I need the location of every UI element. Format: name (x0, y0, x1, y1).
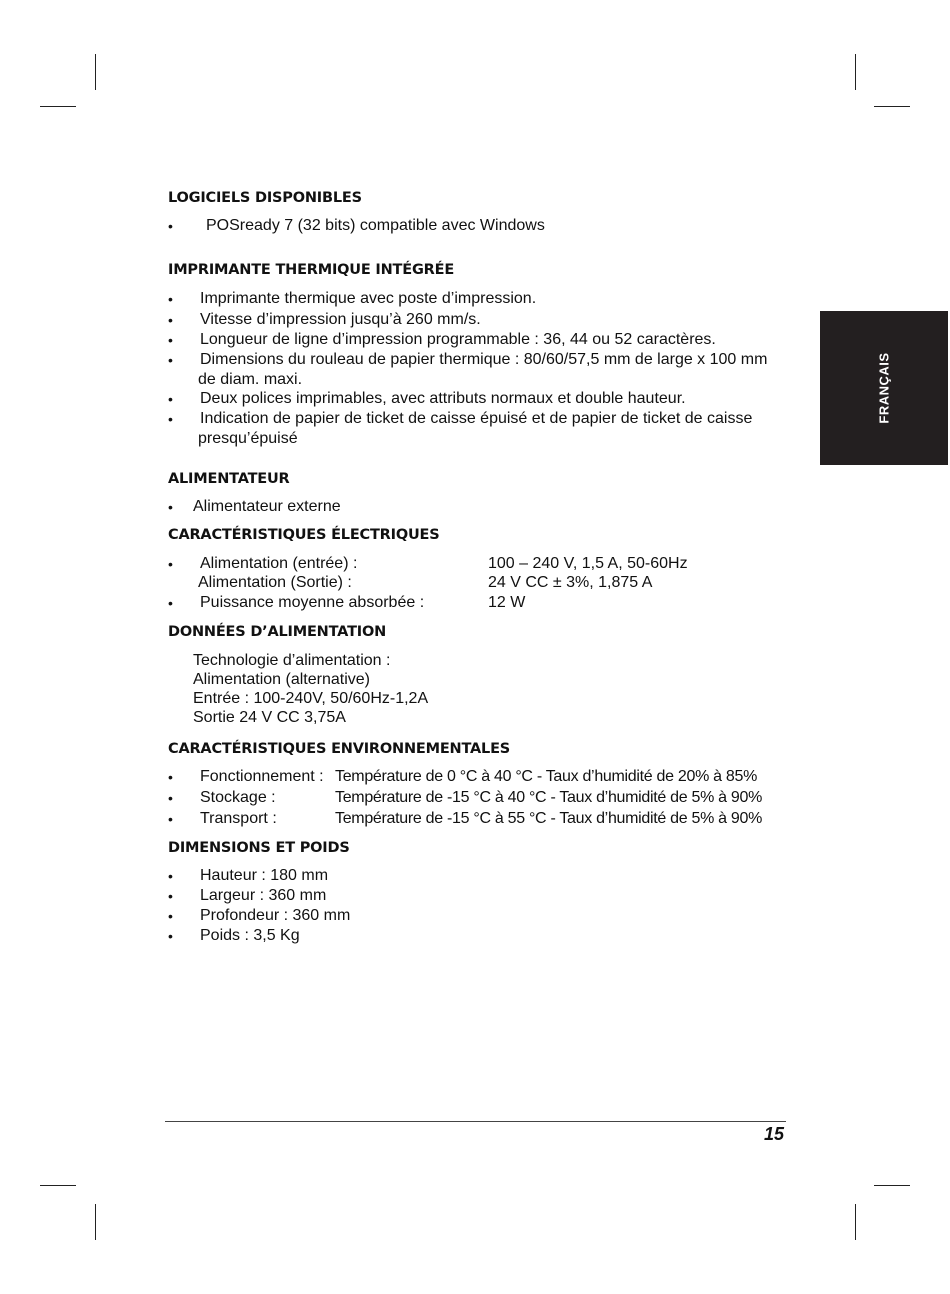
crop-mark (855, 1204, 856, 1240)
text-line: Alimentation (alternative) (193, 671, 370, 688)
bullet-icon: • (168, 888, 173, 904)
env-label: Transport : (200, 810, 277, 827)
list-item: POSready 7 (32 bits) compatible avec Windows (206, 217, 545, 234)
language-side-tab (820, 311, 948, 465)
env-label: Fonctionnement : (200, 768, 324, 785)
text-line: Entrée : 100-240V, 50/60Hz-1,2A (193, 690, 429, 707)
spec-value: 12 W (488, 594, 526, 611)
bullet-icon: • (168, 595, 173, 611)
section-title-software: LOGICIELS DISPONIBLES (168, 190, 362, 206)
page-number: 15 (763, 1124, 784, 1144)
bullet-icon: • (168, 769, 173, 785)
crop-mark (40, 106, 76, 107)
bullet-icon: • (168, 811, 173, 827)
bullet-icon: • (168, 556, 173, 572)
env-value: Température de 0 °C à 40 °C - Taux d’humidité de 20% à 85% (335, 768, 758, 785)
list-item: Indication de papier de ticket de caisse épuisé et de papier de ticket de caisse (200, 410, 753, 427)
spec-value: 24 V CC ± 3%, 1,875 A (488, 574, 653, 591)
language-tab-label: FRANÇAIS (876, 352, 892, 424)
text-line: Sortie 24 V CC 3,75A (193, 709, 346, 726)
list-item: Poids : 3,5 Kg (200, 927, 300, 944)
bullet-icon: • (168, 218, 173, 234)
bullet-icon: • (168, 291, 173, 307)
env-label: Stockage : (200, 789, 276, 806)
bullet-icon: • (168, 411, 173, 427)
crop-mark (95, 54, 96, 90)
list-item: Vitesse d’impression jusqu’à 260 mm/s. (200, 311, 481, 328)
list-item: Largeur : 360 mm (200, 887, 327, 904)
spec-label: Alimentation (entrée) : (200, 555, 358, 572)
list-item: Profondeur : 360 mm (200, 907, 351, 924)
spec-label: Puissance moyenne absorbée : (200, 594, 425, 611)
list-item-continuation: de diam. maxi. (198, 371, 303, 388)
section-title-power-supply: ALIMENTATEUR (168, 471, 290, 487)
bullet-icon: • (168, 332, 173, 348)
list-item: Hauteur : 180 mm (200, 867, 329, 884)
bullet-icon: • (168, 352, 173, 368)
footer-divider (165, 1121, 786, 1122)
crop-mark (95, 1204, 96, 1240)
env-value: Température de -15 °C à 55 °C - Taux d’humidité de 5% à 90% (335, 810, 763, 827)
section-title-printer: IMPRIMANTE THERMIQUE INTÉGRÉE (168, 262, 455, 278)
crop-mark (874, 106, 910, 107)
section-title-power-data: DONNÉES D’ALIMENTATION (168, 624, 387, 640)
crop-mark (855, 54, 856, 90)
bullet-icon: • (168, 908, 173, 924)
section-title-electrical: CARACTÉRISTIQUES ÉLECTRIQUES (168, 527, 440, 543)
crop-mark (874, 1185, 910, 1186)
list-item-continuation: presqu’épuisé (198, 430, 298, 447)
crop-mark (40, 1185, 76, 1186)
section-title-dimensions: DIMENSIONS ET POIDS (168, 840, 350, 856)
list-item: Alimentateur externe (193, 498, 341, 515)
list-item: Deux polices imprimables, avec attributs normaux et double hauteur. (200, 390, 686, 407)
env-value: Température de -15 °C à 40 °C - Taux d’humidité de 5% à 90% (335, 789, 763, 806)
list-item: Dimensions du rouleau de papier thermique : 80/60/57,5 mm de large x 100 mm (200, 351, 768, 368)
text-line: Technologie d’alimentation : (193, 652, 391, 669)
bullet-icon: • (168, 499, 173, 515)
bullet-icon: • (168, 312, 173, 328)
section-title-environment: CARACTÉRISTIQUES ENVIRONNEMENTALES (168, 741, 511, 757)
list-item: Longueur de ligne d’impression programmable : 36, 44 ou 52 caractères. (200, 331, 716, 348)
bullet-icon: • (168, 391, 173, 407)
list-item: Imprimante thermique avec poste d’impression. (200, 290, 537, 307)
bullet-icon: • (168, 928, 173, 944)
spec-label: Alimentation (Sortie) : (198, 574, 352, 591)
bullet-icon: • (168, 790, 173, 806)
bullet-icon: • (168, 868, 173, 884)
spec-value: 100 – 240 V, 1,5 A, 50-60Hz (488, 555, 688, 572)
